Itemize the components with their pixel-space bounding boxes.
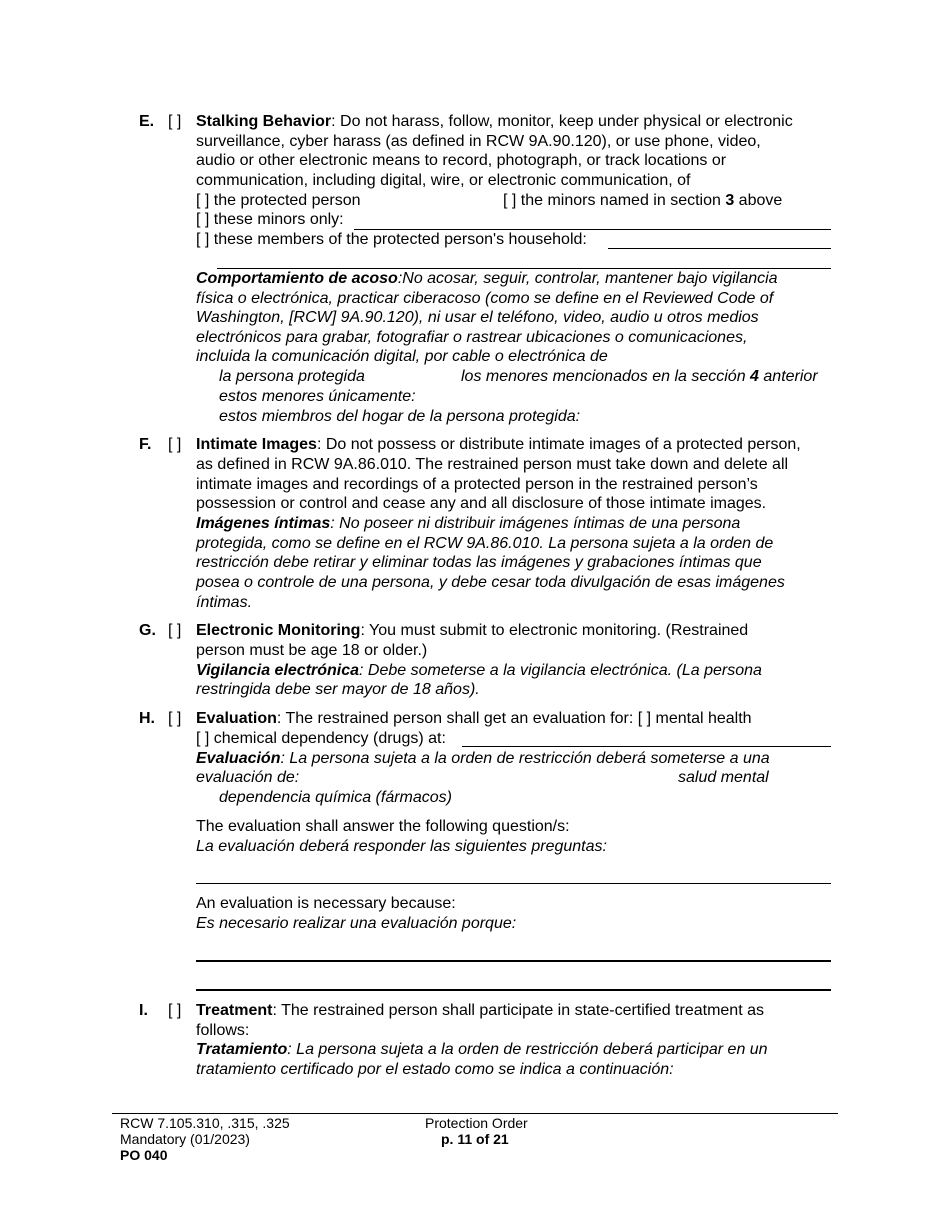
es-salud-mental: salud mental — [678, 769, 769, 786]
section-i-es-line-2: tratamiento certificado por el estado como se indica a continuación: — [196, 1061, 674, 1078]
vigilancia-heading: Vigilancia electrónica — [196, 662, 360, 679]
section-h-en-line-1 — [196, 709, 752, 729]
section-f-es-text-1: : No poseer ni distribuir imágenes íntimas de una persona — [330, 515, 741, 532]
footer-mandatory: Mandatory (01/2023) — [120, 1131, 250, 1147]
tratamiento-heading: Tratamiento — [196, 1041, 288, 1058]
section-i-checkbox[interactable]: [ ] — [168, 1002, 182, 1019]
footer-rcw: RCW 7.105.310, .315, .325 — [120, 1115, 290, 1131]
evaluation-questions-blank[interactable] — [196, 883, 831, 884]
section-h-checkbox[interactable]: [ ] — [168, 710, 182, 727]
footer-divider — [112, 1113, 838, 1114]
section-e-en-line-4: communication, including digital, wire, or electronic communication, of — [196, 172, 691, 189]
option-minors-text: [ ] the minors named in section — [503, 192, 726, 209]
section-letter-i: I. — [139, 1002, 148, 1019]
section-e-en-line-3: audio or other electronic means to record, photograph, or track locations or — [196, 152, 727, 169]
section-e-es-line-4: electrónicos para grabar, fotografiar o rastrear ubicaciones o comunicaciones, — [196, 329, 748, 346]
section-f-es-line-1 — [196, 514, 740, 534]
electronic-monitoring-heading: Electronic Monitoring — [196, 622, 361, 639]
footer-title: Protection Order — [425, 1115, 528, 1131]
section-g-en-line-1 — [196, 621, 748, 641]
comportamiento-heading: Comportamiento de acoso — [196, 270, 398, 287]
section-letter-f: F. — [139, 436, 152, 453]
section-h-es-line-2: evaluación de: — [196, 769, 300, 786]
section-e-es-text-1: :No acosar, seguir, controlar, mantener bajo vigilancia — [397, 270, 778, 287]
option-these-minors[interactable]: [ ] these minors only: — [196, 211, 344, 228]
section-f-es-line-4: posea o controle de una persona, y debe cesar toda divulgación de esas imágenes — [196, 574, 785, 591]
section-e-en-line-2: surveillance, cyber harass (as defined in RCW 9A.90.120), or use phone, video, — [196, 133, 761, 150]
section-letter-g: G. — [139, 622, 156, 639]
es-option-these-minors: estos menores únicamente: — [219, 388, 416, 405]
section-i-en-line-2: follows: — [196, 1022, 250, 1039]
section-f-checkbox[interactable]: [ ] — [168, 436, 182, 453]
option-minors-section[interactable] — [503, 191, 782, 211]
section-h-en-text-1: : The restrained person shall get an evaluation for: [ ] mental health — [276, 710, 752, 727]
section-g-es-text-1: : Debe someterse a la vigilancia electrónica. (La persona — [359, 662, 762, 679]
stalking-behavior-heading: Stalking Behavior — [196, 113, 332, 130]
section-e-checkbox[interactable]: [ ] — [168, 113, 182, 130]
section-g-en-text-1: : You must submit to electronic monitoring. (Restrained — [360, 622, 749, 639]
treatment-heading: Treatment — [196, 1002, 273, 1019]
section-i-en-line-1 — [196, 1001, 764, 1021]
option-household-members[interactable]: [ ] these members of the protected person's household: — [196, 231, 587, 248]
section-f-en-line-3: intimate images and recordings of a protected person in the restrained person’s — [196, 476, 758, 493]
evaluation-reason-blank-2[interactable] — [196, 989, 831, 991]
section-i-es-text-1: : La persona sujeta a la orden de restricción deberá participar en un — [287, 1041, 768, 1058]
intimate-images-heading: Intimate Images — [196, 436, 317, 453]
evaluation-reason-blank-1[interactable] — [196, 960, 831, 962]
household-blank-1[interactable] — [608, 248, 831, 249]
section-f-en-line-2: as defined in RCW 9A.86.010. The restrained person must take down and delete all — [196, 456, 789, 473]
es-dependencia-quimica: dependencia química (fármacos) — [219, 789, 453, 806]
footer-page-number: p. 11 of 21 — [441, 1131, 509, 1147]
es-option-minors-suffix: anterior — [758, 368, 818, 385]
section-h-es-line-1 — [196, 749, 770, 769]
evaluation-reason-label-es: Es necesario realizar una evaluación porque: — [196, 915, 517, 932]
evaluation-location-blank[interactable] — [462, 746, 831, 747]
section-f-en-line-1 — [196, 435, 801, 455]
evaluacion-heading: Evaluación — [196, 750, 281, 767]
option-protected-person[interactable]: [ ] the protected person — [196, 192, 361, 209]
es-option-minors — [461, 367, 818, 387]
section-g-en-line-2: person must be age 18 or older.) — [196, 642, 428, 659]
section-g-checkbox[interactable]: [ ] — [168, 622, 182, 639]
section-h-en-line-2: [ ] chemical dependency (drugs) at: — [196, 730, 446, 747]
footer-form-number: PO 040 — [120, 1147, 168, 1163]
section-i-en-text-1: : The restrained person shall participate in state-certified treatment as — [272, 1002, 764, 1019]
es-option-protected: la persona protegida — [219, 368, 365, 385]
section-letter-h: H. — [139, 710, 155, 727]
section-g-es-line-2: restringida debe ser mayor de 18 años). — [196, 681, 480, 698]
es-section-number: 4 — [750, 368, 759, 385]
es-option-minors-text: los menores mencionados en la sección — [461, 368, 751, 385]
section-f-en-text-1: : Do not possess or distribute intimate images of a protected person, — [316, 436, 801, 453]
section-e-es-line-3: Washington, [RCW] 9A.90.120), ni usar el teléfono, video, audio u otros medios — [196, 309, 759, 326]
section-letter-e: E. — [139, 113, 155, 130]
section-e-en-line-1 — [196, 112, 793, 132]
evaluation-heading: Evaluation — [196, 710, 277, 727]
section-f-en-line-4: possession or control and cease any and all disclosure of those intimate images. — [196, 495, 767, 512]
section-f-es-line-2: protegida, como se define en el RCW 9A.86.010. La persona sujeta a la orden de — [196, 535, 774, 552]
evaluation-questions-label: The evaluation shall answer the following question/s: — [196, 818, 570, 835]
section-number: 3 — [725, 192, 735, 209]
evaluation-reason-label: An evaluation is necessary because: — [196, 895, 456, 912]
evaluation-questions-label-es: La evaluación deberá responder las siguientes preguntas: — [196, 838, 607, 855]
es-option-household: estos miembros del hogar de la persona protegida: — [219, 408, 581, 425]
option-minors-suffix: above — [734, 192, 783, 209]
section-e-es-line-5: incluida la comunicación digital, por cable o electrónica de — [196, 348, 608, 365]
section-f-es-line-3: restricción debe retirar y eliminar todas las imágenes y grabaciones íntimas que — [196, 554, 762, 571]
section-e-es-line-2: física o electrónica, practicar ciberacoso (como se define en el Reviewed Code of — [196, 290, 774, 307]
section-h-es-text-1: : La persona sujeta a la orden de restricción deberá someterse a una — [280, 750, 770, 767]
section-e-en-text-1: : Do not harass, follow, monitor, keep under physical or electronic — [331, 113, 793, 130]
section-f-es-line-5: íntimas. — [196, 594, 253, 611]
imagenes-intimas-heading: Imágenes íntimas — [196, 515, 331, 532]
section-e-es-line-1 — [196, 269, 778, 289]
section-i-es-line-1 — [196, 1040, 768, 1060]
section-g-es-line-1 — [196, 661, 762, 681]
